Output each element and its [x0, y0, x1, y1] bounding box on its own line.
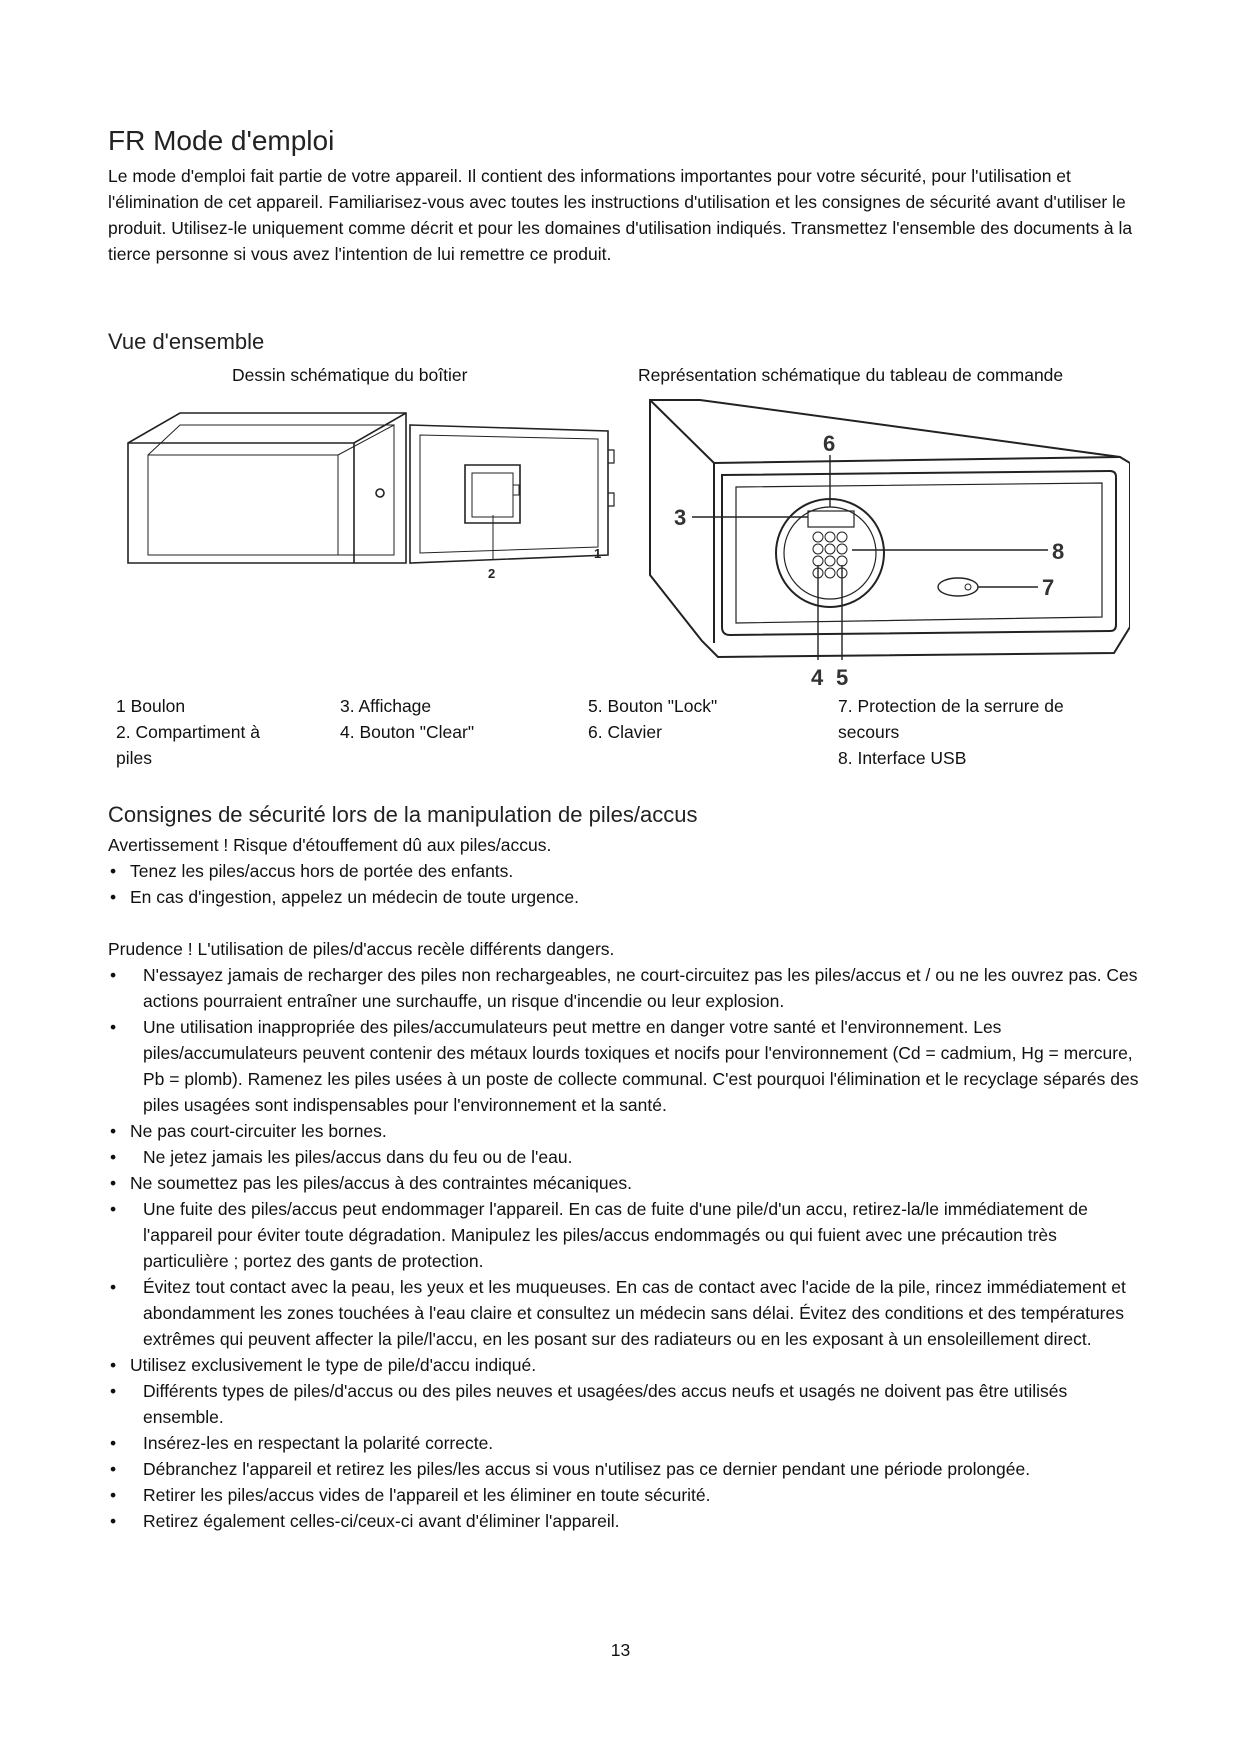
legend-column-3: [588, 693, 818, 745]
list-item: • Différents types de piles/d'accus ou des piles neuves et usagées/des accus neufs et usagés ne doivent pas être utilisés ensemble.: [108, 1378, 1143, 1430]
legend-item: 2. Compartiment à piles: [116, 722, 260, 768]
safety-heading: Consignes de sécurité lors de la manipulation de piles/accus: [108, 802, 698, 827]
legend-item: 5. Bouton "Lock": [588, 696, 718, 716]
list-item: • Ne pas court-circuiter les bornes.: [108, 1118, 1143, 1144]
list-item: • Retirez également celles-ci/ceux-ci avant d'éliminer l'appareil.: [108, 1508, 1143, 1534]
legend-item: 7. Protection de la serrure de secours: [838, 696, 1064, 742]
overview-legend: [108, 693, 1148, 773]
list-item: • En cas d'ingestion, appelez un médecin de toute urgence.: [108, 884, 1143, 910]
legend-column-4: [838, 693, 1138, 771]
label-8: 8: [1052, 539, 1065, 564]
list-item: • Ne soumettez pas les piles/accus à des contraintes mécaniques.: [108, 1170, 1143, 1196]
control-panel-drawing: [640, 395, 1130, 695]
label-2: 2: [488, 566, 496, 581]
legend-item: 4. Bouton "Clear": [340, 722, 475, 742]
label-6: 6: [823, 431, 836, 456]
legend-item: 6. Clavier: [588, 722, 662, 742]
list-item: • Ne jetez jamais les piles/accus dans du feu ou de l'eau.: [108, 1144, 1143, 1170]
warning-text: Avertissement ! Risque d'étouffement dû aux piles/accus.: [108, 835, 552, 855]
list-item: • Retirer les piles/accus vides de l'appareil et les éliminer en toute sécurité.: [108, 1482, 1143, 1508]
label-7: 7: [1042, 575, 1055, 600]
caption-left: Dessin schématique du boîtier: [232, 365, 468, 385]
list-item: • Débranchez l'appareil et retirez les piles/les accus si vous n'utilisez pas ce dernier pendant une période prolongée.: [108, 1456, 1143, 1482]
legend-column-1: [116, 693, 326, 771]
label-4: 4: [811, 665, 824, 690]
list-item: • Une fuite des piles/accus peut endommager l'appareil. En cas de fuite d'une pile/d'un accu, retirez-la/le immédiatement de l'appareil pour éviter toute dégradation. Manipulez les piles/accus endommagés ou qui fuient avec une précaution très particulière ; portez des gants de protection.: [108, 1196, 1143, 1274]
page-title: FR Mode d'emploi: [108, 125, 335, 156]
legend-item: 3. Affichage: [340, 696, 432, 716]
list-item: • Insérez-les en respectant la polarité correcte.: [108, 1430, 1143, 1456]
label-3: 3: [674, 505, 687, 530]
list-item: • N'essayez jamais de recharger des piles non rechargeables, ne court-circuitez pas les piles/accus et / ou ne les ouvrez pas. Ces actions pourraient entraîner une surchauffe, un risque d'incendie ou leur explosion.: [108, 962, 1143, 1014]
caution-text: Prudence ! L'utilisation de piles/d'accus recèle différents dangers.: [108, 939, 615, 959]
caption-right: Représentation schématique du tableau de commande: [638, 365, 1064, 385]
intro-paragraph: Le mode d'emploi fait partie de votre appareil. Il contient des informations importantes pour votre sécurité, pour l'utilisation et l'élimination de cet appareil. Familiarisez-vous avec toutes les instructions d'utilisation et les consignes de sécurité avant d'utiliser le produit. Utilisez-le uniquement comme décrit et pour les domaines d'utilisation indiqués. Transmettez l'ensemble des documents à la tierce personne si vous avez l'intention de lui remettre ce produit.: [108, 166, 1133, 264]
list-item: • Une utilisation inappropriée des piles/accumulateurs peut mettre en danger votre santé et l'environnement. Les piles/accumulateurs peuvent contenir des métaux lourds toxiques et nocifs pour l'environnement (Cd = cadmium, Hg = mercure, Pb = plomb). Ramenez les piles usées à un poste de collecte communal. C'est pourquoi l'élimination et le recyclage séparés des piles usagées sont indispensables pour l'environnement et la santé.: [108, 1014, 1143, 1118]
legend-item: 8. Interface USB: [838, 748, 967, 768]
list-item: • Tenez les piles/accus hors de portée des enfants.: [108, 858, 1143, 884]
label-5: 5: [836, 665, 849, 690]
overview-heading: Vue d'ensemble: [108, 329, 265, 354]
list-item: • Évitez tout contact avec la peau, les yeux et les muqueuses. En cas de contact avec l'acide de la pile, rincez immédiatement et abondamment les zones touchées à l'eau claire et consultez un médecin sans délai. Évitez des conditions et des températures extrêmes qui peuvent affecter la pile/l'accu, en les posant sur des radiateurs ou en les exposant à un ensoleillement direct.: [108, 1274, 1143, 1352]
safe-body-drawing: [120, 405, 620, 595]
warning-list: [108, 858, 1143, 910]
page-number: 13: [610, 1640, 631, 1660]
caution-list: [108, 962, 1143, 1534]
label-1: 1: [594, 546, 602, 561]
legend-column-2: [340, 693, 570, 745]
list-item: • Utilisez exclusivement le type de pile/d'accu indiqué.: [108, 1352, 1143, 1378]
legend-item: 1 Boulon: [116, 696, 186, 716]
